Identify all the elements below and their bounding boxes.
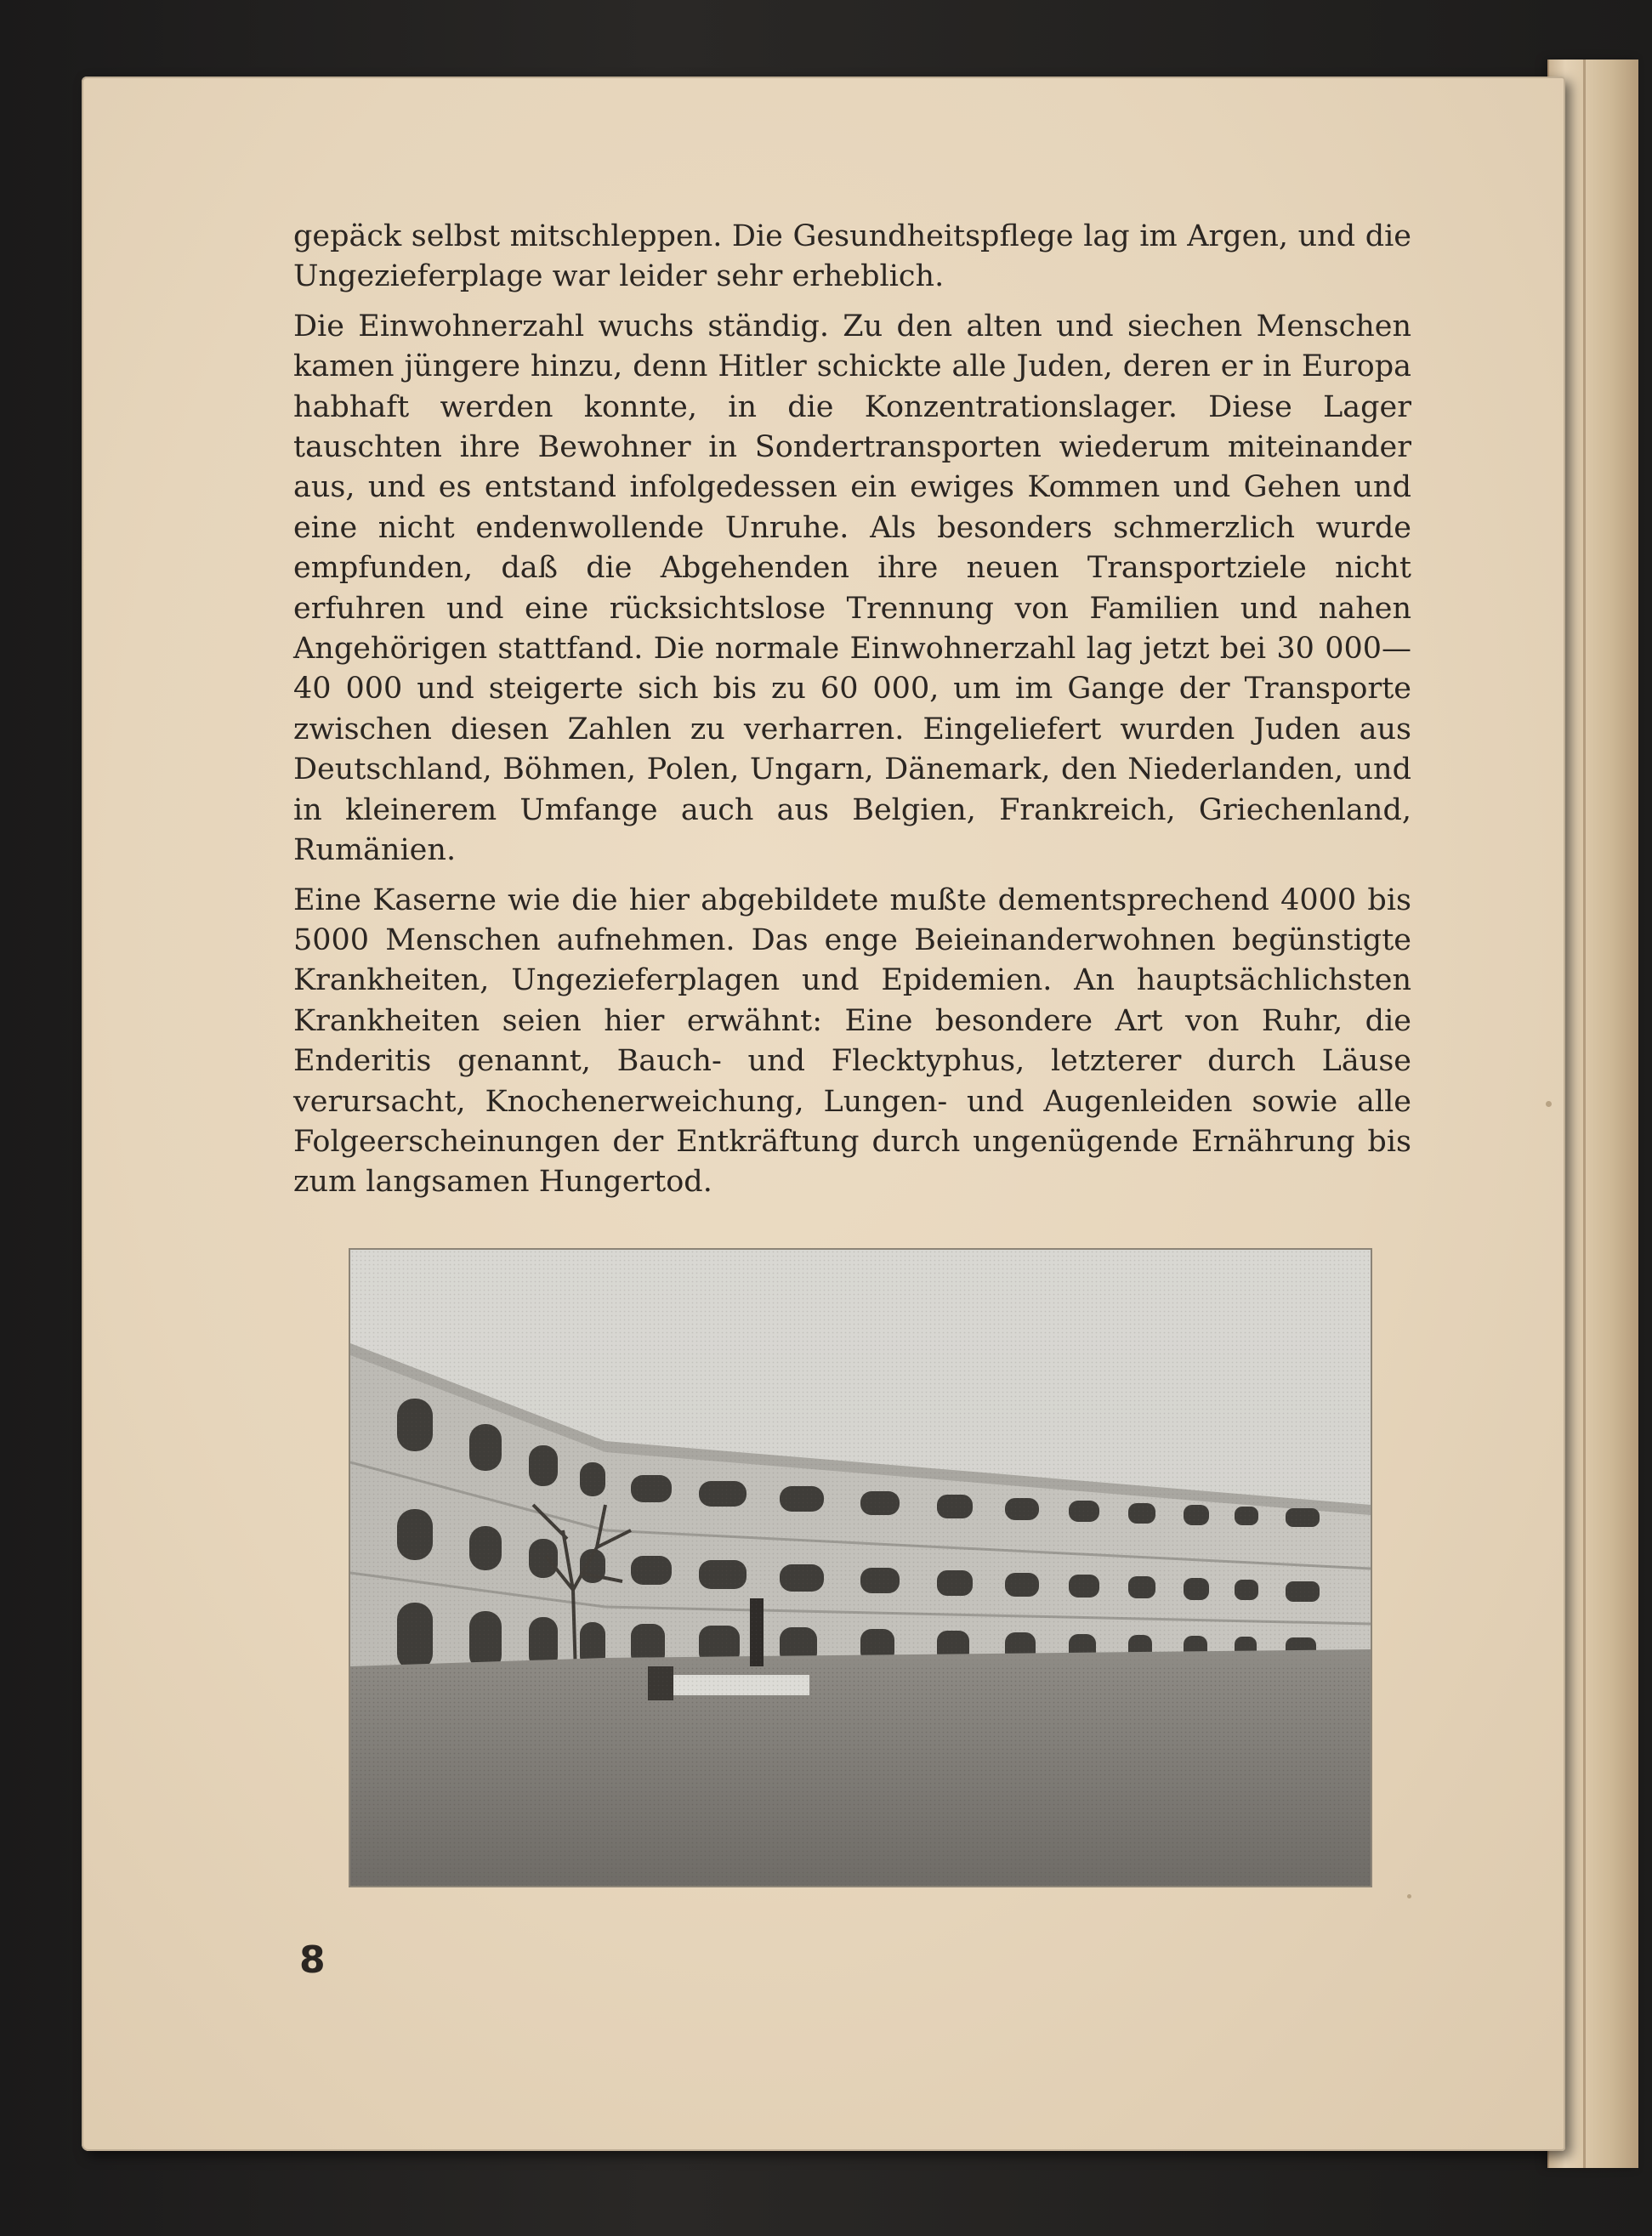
paper-speck bbox=[1546, 1101, 1552, 1107]
paragraph-1: gepäck selbst mitschleppen. Die Gesundheitspflege lag im Argen, und die Ungezieferplage war leider sehr erheblich. bbox=[293, 219, 1411, 294]
body-text bbox=[293, 217, 1411, 1212]
page-number: 8 bbox=[299, 1938, 326, 1982]
paper-speck bbox=[1407, 1894, 1411, 1898]
paragraph-3: Eine Kaserne wie die hier abgebildete mußte dementsprechend 4000 bis 5000 Menschen aufnehmen. Das enge Beieinanderwohnen begünstigte Krankheiten, Ungezieferplagen und Epidemien. An hauptsächlichsten Krankheiten seien hier erwähnt: Eine besondere Art von Ruhr, die Enderitis genannt, Bauch- und Flecktyphus, letzterer durch Läuse verursacht, Knochenerweichung, Lungen- und Augenleiden sowie alle Folgeerscheinungen der Entkräftung durch ungenügende Ernährung bis zum langsamen Hungertod. bbox=[293, 882, 1411, 1200]
barracks-photograph bbox=[349, 1248, 1372, 1887]
paragraph-2: Die Einwohnerzahl wuchs ständig. Zu den alten und siechen Menschen kamen jüngere hinzu, denn Hitler schickte alle Juden, deren er in Europa habhaft werden konnte, in die Konzentrationslager. Diese Lager tauschten ihre Bewohner in Sondertransporten wiederum miteinander aus, und es entstand infolgedessen ein ewiges Kommen und Gehen und eine nicht endenwollende Unruhe. Als besonders schmerzlich wurde empfunden, daß die Abgehenden ihre neuen Transportziele nicht erfuhren und eine rücksichtslose Trennung von Familien und nahen Angehörigen stattfand. Die normale Einwohnerzahl lag jetzt bei 30 000—40 000 und steigerte sich bis zu 60 000, um im Gange der Transporte zwischen diesen Zahlen zu verharren. Eingeliefert wurden Juden aus Deutschland, Böhmen, Polen, Ungarn, Dänemark, den Niederlanden, und in kleinerem Umfange auch aus Belgien, Frankreich, Griechenland, Rumänien. bbox=[293, 309, 1411, 868]
